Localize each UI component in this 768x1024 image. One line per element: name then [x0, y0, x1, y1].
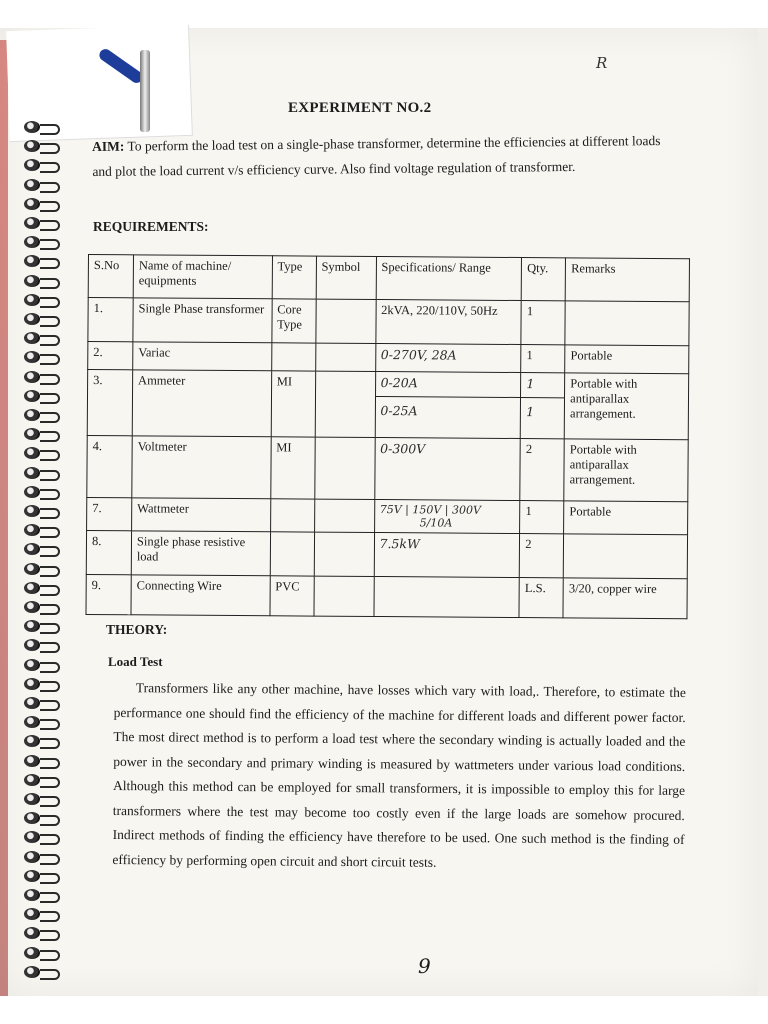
- coil-ring: [24, 140, 40, 152]
- bottom-bar: [0, 996, 768, 1024]
- qty-cell: 1: [521, 345, 565, 373]
- spiral-coil: [10, 120, 64, 134]
- spiral-coil: [10, 696, 64, 710]
- coil-loop: [40, 873, 60, 884]
- pen: [140, 50, 150, 132]
- top-strip: [0, 0, 768, 28]
- spiral-coil: [10, 158, 64, 172]
- name-cell: Connecting Wire: [131, 575, 270, 616]
- spiral-coil: [10, 139, 64, 153]
- sno-cell: 3.: [87, 370, 132, 436]
- table-row: [88, 298, 689, 346]
- coil-ring: [24, 159, 40, 171]
- theory-heading: THEORY:: [106, 622, 168, 637]
- spiral-coil: [10, 370, 64, 384]
- spiral-coil: [10, 773, 64, 787]
- type-cell: [270, 532, 314, 576]
- spiral-coil: [10, 446, 64, 460]
- spiral-coil: [10, 677, 64, 691]
- coil-ring: [24, 447, 40, 459]
- coil-loop: [40, 258, 60, 269]
- spiral-coil: [10, 312, 64, 326]
- coil-ring: [24, 467, 40, 479]
- name-cell: Wattmeter: [132, 498, 271, 532]
- coil-loop: [40, 604, 60, 615]
- sno-cell: 2.: [88, 342, 133, 370]
- spiral-binding: [10, 120, 70, 990]
- spiral-coil: [10, 350, 64, 364]
- coil-ring: [24, 217, 40, 229]
- aim-text: To perform the load test on a single-phase transformer, determine the efficiencies at different loads and plot the load current v/s efficiency curve. Also find voltage regulation of transformer.: [92, 133, 661, 179]
- requirements-heading: REQUIREMENTS:: [93, 219, 209, 234]
- coil-loop: [40, 969, 60, 980]
- qty-cell: [520, 373, 564, 439]
- aim-label: AIM:: [92, 138, 125, 154]
- remarks-cell: Portable with antiparallax arrangement.: [564, 373, 688, 440]
- coil-loop: [40, 316, 60, 327]
- coil-ring: [24, 255, 40, 267]
- spiral-coil: [10, 792, 64, 806]
- symbol-cell: [314, 576, 374, 616]
- type-cell: [270, 499, 314, 532]
- type-cell: MI: [270, 437, 314, 499]
- table-row: [86, 530, 687, 578]
- table-row: [86, 574, 687, 618]
- coil-loop: [40, 278, 60, 289]
- spiral-coil: [10, 504, 64, 518]
- spec-line: 0-20A: [380, 375, 418, 391]
- coil-loop: [40, 143, 60, 154]
- coil-ring: [24, 620, 40, 632]
- spiral-coil: [10, 542, 64, 556]
- spiral-coil: [10, 830, 64, 844]
- experiment-title: EXPERIMENT NO.2: [288, 100, 432, 116]
- coil-ring: [24, 639, 40, 651]
- spiral-coil: [10, 216, 64, 230]
- spec-cell: [375, 372, 521, 439]
- coil-ring: [24, 505, 40, 517]
- table-row: [88, 342, 689, 374]
- coil-ring: [24, 275, 40, 287]
- coil-loop: [40, 585, 60, 596]
- coil-loop: [40, 930, 60, 941]
- coil-ring: [24, 351, 40, 363]
- coil-ring: [24, 927, 40, 939]
- column-header: Symbol: [316, 256, 376, 299]
- remarks-cell: 3/20, copper wire: [563, 578, 687, 619]
- coil-ring: [24, 486, 40, 498]
- spiral-coil: [10, 427, 64, 441]
- coil-loop: [40, 124, 60, 135]
- coil-loop: [40, 508, 60, 519]
- spiral-coil: [10, 888, 64, 902]
- type-cell: MI: [271, 371, 315, 437]
- type-cell: Core Type: [272, 299, 316, 343]
- coil-ring: [24, 198, 40, 210]
- coil-loop: [40, 546, 60, 557]
- coil-ring: [24, 908, 40, 920]
- spiral-coil: [10, 389, 64, 403]
- coil-loop: [40, 239, 60, 250]
- spiral-coil: [10, 485, 64, 499]
- coil-ring: [24, 121, 40, 133]
- spiral-coil: [10, 331, 64, 345]
- coil-loop: [40, 527, 60, 538]
- coil-ring: [24, 793, 40, 805]
- coil-loop: [40, 700, 60, 711]
- coil-ring: [24, 179, 40, 191]
- coil-loop: [40, 374, 60, 385]
- spiral-coil: [10, 811, 64, 825]
- coil-ring: [24, 947, 40, 959]
- type-cell: PVC: [270, 576, 314, 616]
- symbol-cell: [314, 437, 374, 499]
- remarks-cell: Portable: [565, 345, 689, 374]
- remarks-cell: Portable: [564, 501, 688, 535]
- coil-loop: [40, 892, 60, 903]
- coil-ring: [24, 390, 40, 402]
- symbol-cell: [315, 299, 375, 343]
- spiral-coil: [10, 562, 64, 576]
- coil-loop: [40, 393, 60, 404]
- coil-loop: [40, 162, 60, 173]
- coil-loop: [40, 201, 60, 212]
- aim-paragraph: [92, 128, 672, 184]
- requirements-table: [85, 254, 690, 619]
- spiral-coil: [10, 869, 64, 883]
- name-cell: Variac: [133, 342, 272, 371]
- coil-ring: [24, 812, 40, 824]
- coil-ring: [24, 755, 40, 767]
- coil-ring: [24, 294, 40, 306]
- coil-ring: [24, 601, 40, 613]
- coil-loop: [40, 854, 60, 865]
- coil-loop: [40, 681, 60, 692]
- corner-mark: R: [596, 54, 608, 72]
- name-cell: Ammeter: [132, 370, 271, 437]
- qty-line: 1: [526, 376, 535, 392]
- coil-ring: [24, 409, 40, 421]
- spiral-coil: [10, 274, 64, 288]
- coil-ring: [24, 313, 40, 325]
- coil-ring: [24, 716, 40, 728]
- spiral-coil: [10, 926, 64, 940]
- symbol-cell: [314, 499, 374, 532]
- spec-line: 75V | 150V | 300V: [379, 503, 482, 517]
- spiral-coil: [10, 715, 64, 729]
- spec-cell: 0-270V, 28A: [375, 344, 521, 373]
- column-header: Name of machine/ equipments: [133, 255, 272, 299]
- coil-ring: [24, 831, 40, 843]
- theory-paragraph: Transformers like any other machine, have losses which vary with load,. Therefore, to estimate the performance one should find the efficiency of the machine for different loads and different power factor. The most direct method is to perform a load test where the secondary winding is actually loaded and the power in the secondary and primary winding is measured by wattmeters under various load conditions. Although this method can be employed for small transformers, it is impossible to employ this for large transformers where the test may become too costly even if the large loads are somehow procured. Indirect methods of finding the efficiency have therefore to be used. One such method is the finding of efficiency by performing open circuit and short circuit tests.: [112, 680, 686, 870]
- coil-loop: [40, 220, 60, 231]
- symbol-cell: [314, 532, 374, 576]
- coil-loop: [40, 738, 60, 749]
- page-left-edge: [0, 40, 8, 996]
- table-row: [87, 370, 688, 440]
- spiral-coil: [10, 965, 64, 979]
- spiral-coil: [10, 946, 64, 960]
- coil-loop: [40, 719, 60, 730]
- spiral-coil: [10, 293, 64, 307]
- remarks-cell: Portable with antiparallax arrangement.: [564, 439, 688, 502]
- spec-cell: 7.5kW: [374, 533, 520, 578]
- spec-cell: 0-300V: [374, 438, 520, 501]
- coil-loop: [40, 911, 60, 922]
- coil-loop: [40, 335, 60, 346]
- spiral-coil: [10, 408, 64, 422]
- coil-ring: [24, 870, 40, 882]
- spiral-coil: [10, 523, 64, 537]
- qty-cell: 2: [520, 439, 564, 501]
- spiral-coil: [10, 197, 64, 211]
- coil-loop: [40, 950, 60, 961]
- coil-loop: [40, 815, 60, 826]
- coil-ring: [24, 889, 40, 901]
- sno-cell: 9.: [86, 574, 131, 614]
- coil-loop: [40, 297, 60, 308]
- remarks-cell: [563, 534, 687, 579]
- spiral-coil: [10, 235, 64, 249]
- symbol-cell: [315, 371, 375, 437]
- qty-cell: 2: [520, 534, 564, 578]
- coil-ring: [24, 371, 40, 383]
- name-cell: Single phase resistive load: [131, 531, 270, 576]
- spec-cell: [374, 500, 520, 534]
- sno-cell: 4.: [87, 435, 132, 497]
- spiral-coil: [10, 466, 64, 480]
- coil-ring: [24, 851, 40, 863]
- coil-ring: [24, 236, 40, 248]
- spiral-coil: [10, 254, 64, 268]
- coil-ring: [24, 966, 40, 978]
- coil-loop: [40, 470, 60, 481]
- coil-loop: [40, 662, 60, 673]
- coil-ring: [24, 659, 40, 671]
- spiral-coil: [10, 178, 64, 192]
- spiral-coil: [10, 638, 64, 652]
- column-header: Qty.: [521, 258, 565, 301]
- qty-line: 1: [521, 397, 564, 419]
- spiral-coil: [10, 600, 64, 614]
- coil-loop: [40, 642, 60, 653]
- coil-loop: [40, 489, 60, 500]
- coil-ring: [24, 332, 40, 344]
- coil-loop: [40, 623, 60, 634]
- coil-loop: [40, 758, 60, 769]
- coil-loop: [40, 450, 60, 461]
- coil-loop: [40, 834, 60, 845]
- spiral-coil: [10, 581, 64, 595]
- sno-cell: 8.: [86, 530, 131, 574]
- coil-ring: [24, 735, 40, 747]
- coil-loop: [40, 354, 60, 365]
- column-header: Remarks: [565, 258, 689, 302]
- spiral-coil: [10, 619, 64, 633]
- spec-line: 0-25A: [375, 396, 520, 419]
- sno-cell: 1.: [88, 298, 133, 342]
- coil-ring: [24, 543, 40, 555]
- coil-loop: [40, 777, 60, 788]
- type-cell: [271, 343, 315, 371]
- column-header: Specifications/ Range: [376, 257, 522, 301]
- spec-line: 5/10A: [419, 516, 453, 530]
- spiral-coil: [10, 850, 64, 864]
- load-test-heading: Load Test: [108, 654, 163, 669]
- coil-loop: [40, 182, 60, 193]
- table-row: [87, 435, 688, 501]
- coil-ring: [24, 563, 40, 575]
- coil-loop: [40, 566, 60, 577]
- coil-loop: [40, 796, 60, 807]
- coil-ring: [24, 428, 40, 440]
- spec-cell: 2kVA, 220/110V, 50Hz: [375, 300, 521, 345]
- spiral-coil: [10, 658, 64, 672]
- qty-cell: 1: [521, 301, 565, 345]
- coil-ring: [24, 582, 40, 594]
- coil-ring: [24, 697, 40, 709]
- column-header: S.No: [88, 255, 133, 298]
- coil-loop: [40, 431, 60, 442]
- remarks-cell: [565, 301, 689, 346]
- coil-ring: [24, 524, 40, 536]
- spec-cell: [374, 577, 520, 618]
- spiral-coil: [10, 907, 64, 921]
- spiral-coil: [10, 734, 64, 748]
- coil-loop: [40, 412, 60, 423]
- page-number: 9: [418, 954, 431, 978]
- qty-cell: 1: [520, 501, 564, 534]
- symbol-cell: [315, 343, 375, 371]
- name-cell: Single Phase transformer: [133, 298, 272, 343]
- qty-cell: L.S.: [519, 578, 563, 618]
- coil-ring: [24, 678, 40, 690]
- name-cell: Voltmeter: [132, 436, 271, 499]
- column-header: Type: [272, 256, 316, 299]
- table-row: [87, 497, 688, 534]
- table-header-row: [88, 255, 689, 302]
- spiral-coil: [10, 754, 64, 768]
- coil-ring: [24, 774, 40, 786]
- sno-cell: 7.: [87, 497, 132, 530]
